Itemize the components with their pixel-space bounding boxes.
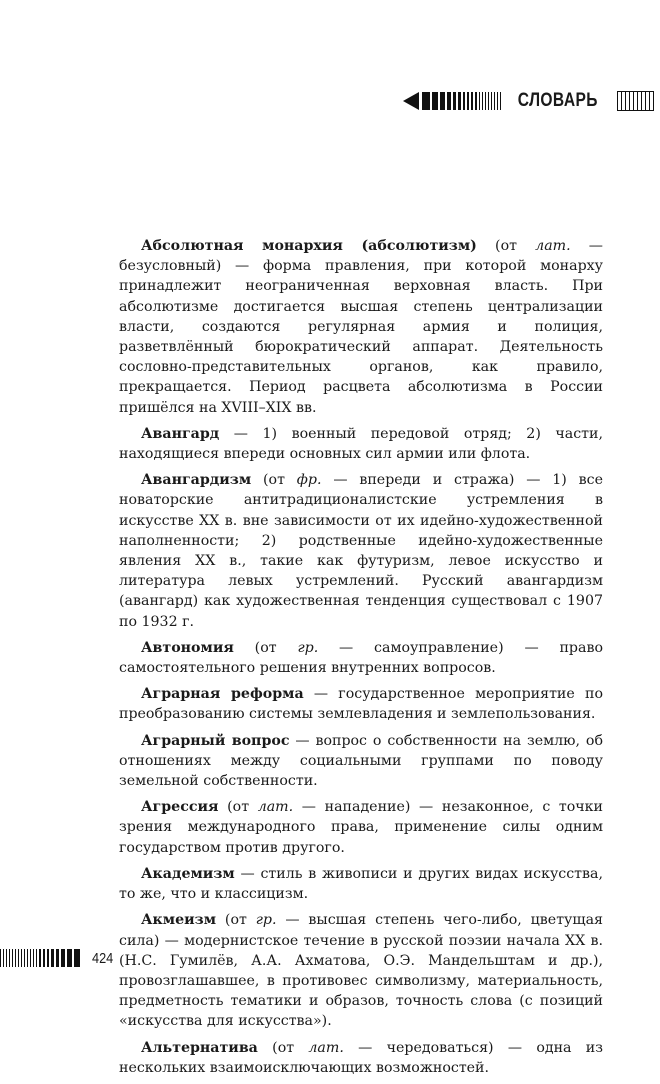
barcode-stripe <box>39 949 41 967</box>
barcode-stripe <box>463 92 465 110</box>
footer-barcode-decoration <box>0 949 82 967</box>
barcode-stripe <box>497 92 498 110</box>
barcode-stripe <box>447 92 451 110</box>
entry-term: Академизм <box>141 865 235 882</box>
glossary-entry: Агрессия (от лат. — нападение) — незаконное, с точки зрения международного права, применение силы одним государством против другого. <box>119 799 603 856</box>
glossary-entry: Абсолютная монархия (абсолютизм) (от лат. — безусловный) — форма правления, при которой монарху принадлежит неограниченная верховная власть. При абсолютизме достигается высшая степень централизации власти, создаются регулярная армия и полиция, разветвлённый бюрократический аппарат. Деятельность сословно-представительных органов, как правило, прекращается. Период расцвета абсолютизма в России пришёлся на XVIII–XIX вв. <box>119 238 603 416</box>
glossary-entry: Автономия (от гр. — самоуправление) — право самостоятельного решения внутренних вопросов. <box>119 639 603 677</box>
section-title: СЛОВАРЬ <box>518 90 599 111</box>
barcode-stripe <box>440 92 445 110</box>
glossary-entry: Акмеизм (от гр. — высшая степень чего-либо, цветущая сила) — модернистское течение в русской поэзии начала XX в. (Н.С. Гумилёв, А.А. Ахматова, О.Э. Мандельштам и др.), провозглашавшее, в противовес символизму, материальность, предметность тематики и образов, точность слова (с позиций «искусства для искусства»). <box>119 912 603 1030</box>
barcode-stripe <box>453 92 456 110</box>
barcode-stripe <box>0 949 1 967</box>
barcode-stripe <box>43 949 45 967</box>
barcode-stripe <box>9 949 10 967</box>
entry-term: Альтернатива <box>141 1039 258 1056</box>
barcode-stripe <box>467 92 469 110</box>
glossary-entry: Авангард — 1) военный передовой отряд; 2) части, находящиеся впереди основных сил армии или флота. <box>119 425 603 463</box>
barcode-stripe <box>15 949 16 967</box>
barcode-stripe <box>47 949 49 967</box>
barcode-stripe <box>30 949 31 967</box>
glossary-entry: Аграрная реформа — государственное мероприятие по преобразованию системы землевладения и землепользования. <box>119 686 604 723</box>
barcode-stripe <box>500 92 501 110</box>
entry-term: Аграрный вопрос <box>141 732 290 749</box>
header-barcode-decoration <box>422 92 503 110</box>
glossary-entry: Авангардизм (от фр. — впереди и стража) — 1) все новаторские антитрадиционалистские устремления в искусстве XX в. вне зависимости от их идейно-художественной наполненности; 2) родственные идейно-художественные явления XX в., такие как футуризм, левое искусство и литература левых устремлений. Русский авангардизм (авангард) как художественная тенденция существовал с 1907 по 1932 г. <box>119 472 603 630</box>
barcode-stripe <box>3 949 4 967</box>
barcode-stripe <box>21 949 22 967</box>
barcode-stripe <box>432 92 438 110</box>
glossary-text <box>119 236 603 1084</box>
entry-term: Агрессия <box>141 799 219 816</box>
barcode-stripe <box>27 949 28 967</box>
glossary-entry: Академизм — стиль в живописи и других видах искусства, то же, что и классицизм. <box>119 865 603 903</box>
barcode-stripe <box>18 949 19 967</box>
barcode-stripe <box>488 92 489 110</box>
barcode-stripe <box>36 949 37 967</box>
barcode-stripe <box>422 92 430 110</box>
barcode-stripe <box>458 92 461 110</box>
glossary-entry: Аграрный вопрос — вопрос о собственности на землю, об отношениях между социальными группами по поводу земельной собственности. <box>119 732 603 790</box>
barcode-stripe <box>475 92 477 110</box>
barcode-stripe <box>494 92 495 110</box>
entry-term: Авангард <box>141 425 220 442</box>
barcode-stripe <box>479 92 480 110</box>
barcode-stripe <box>6 949 7 967</box>
page-number: 424 <box>92 949 114 967</box>
header-triangle-icon <box>403 92 419 110</box>
barcode-stripe <box>33 949 34 967</box>
entry-term: Абсолютная монархия (абсолютизм) <box>141 238 477 254</box>
barcode-stripe <box>74 949 80 967</box>
barcode-stripe <box>56 949 59 967</box>
outline-bar <box>650 92 653 110</box>
barcode-stripe <box>491 92 492 110</box>
entry-term: Авангардизм <box>141 472 252 489</box>
barcode-stripe <box>67 949 72 967</box>
header-outline-bars-decoration <box>617 91 654 111</box>
entry-term: Акмеизм <box>141 912 217 929</box>
glossary-entry: Альтернатива (от лат. — чередоваться) — одна из нескольких взаимоисключающих возможностей. <box>119 1039 603 1076</box>
barcode-stripe <box>61 949 65 967</box>
barcode-stripe <box>471 92 473 110</box>
barcode-stripe <box>12 949 13 967</box>
barcode-stripe <box>51 949 54 967</box>
page-header <box>403 88 654 114</box>
page-footer <box>0 948 117 968</box>
barcode-stripe <box>485 92 486 110</box>
barcode-stripe <box>24 949 25 967</box>
barcode-stripe <box>482 92 483 110</box>
entry-term: Автономия <box>141 639 234 656</box>
entry-term: Аграрная реформа <box>141 686 304 703</box>
